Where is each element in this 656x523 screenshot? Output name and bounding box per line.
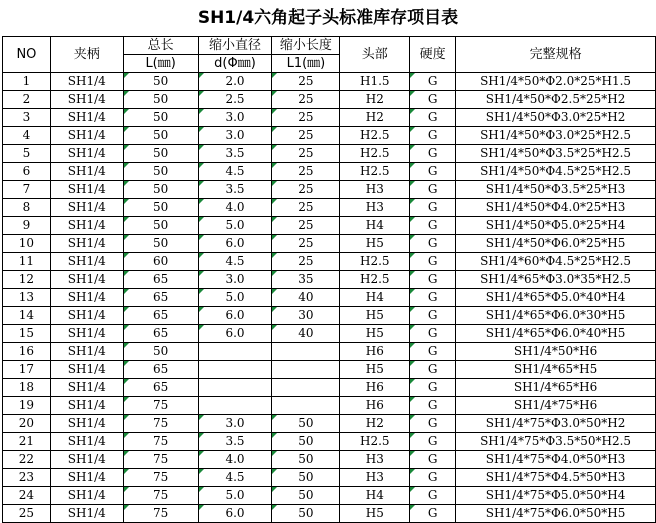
cell-hardness[interactable]: G bbox=[410, 379, 456, 397]
cell-shank[interactable]: SH1/4 bbox=[50, 181, 123, 199]
cell-total-length[interactable]: 75 bbox=[123, 469, 198, 487]
table-row bbox=[3, 199, 656, 217]
cell-no[interactable]: 17 bbox=[3, 361, 51, 379]
cell-hardness[interactable]: G bbox=[410, 505, 456, 523]
cell-no[interactable]: 8 bbox=[3, 199, 51, 217]
cell-total-length[interactable]: 75 bbox=[123, 433, 198, 451]
cell-total-length[interactable]: 50 bbox=[123, 199, 198, 217]
cell-reduced-diameter[interactable]: 2.0 bbox=[198, 73, 272, 91]
cell-full-spec[interactable]: SH1/4*50*Φ3.5*25*H3 bbox=[456, 181, 656, 199]
cell-shank[interactable]: SH1/4 bbox=[50, 433, 123, 451]
cell-head[interactable]: H3 bbox=[340, 451, 410, 469]
cell-total-length[interactable]: 50 bbox=[123, 73, 198, 91]
cell-full-spec[interactable]: SH1/4*65*H5 bbox=[456, 361, 656, 379]
cell-reduced-diameter[interactable]: 3.5 bbox=[198, 433, 272, 451]
cell-shank[interactable]: SH1/4 bbox=[50, 271, 123, 289]
cell-reduced-diameter[interactable]: 2.5 bbox=[198, 91, 272, 109]
cell-head[interactable]: H2.5 bbox=[340, 253, 410, 271]
cell-hardness[interactable]: G bbox=[410, 253, 456, 271]
cell-no[interactable]: 24 bbox=[3, 487, 51, 505]
cell-head[interactable]: H3 bbox=[340, 199, 410, 217]
cell-full-spec[interactable]: SH1/4*75*H6 bbox=[456, 397, 656, 415]
cell-hardness[interactable]: G bbox=[410, 433, 456, 451]
cell-head[interactable]: H2 bbox=[340, 109, 410, 127]
cell-reduced-length[interactable] bbox=[272, 361, 340, 379]
cell-shank[interactable]: SH1/4 bbox=[50, 289, 123, 307]
cell-full-spec[interactable]: SH1/4*65*H6 bbox=[456, 379, 656, 397]
cell-reduced-diameter[interactable]: 4.5 bbox=[198, 163, 272, 181]
cell-full-spec[interactable]: SH1/4*50*Φ4.5*25*H2.5 bbox=[456, 163, 656, 181]
cell-shank[interactable]: SH1/4 bbox=[50, 343, 123, 361]
cell-reduced-diameter[interactable]: 4.5 bbox=[198, 253, 272, 271]
header-total-length-unit: L(㎜) bbox=[123, 55, 198, 73]
cell-full-spec[interactable]: SH1/4*50*Φ4.0*25*H3 bbox=[456, 199, 656, 217]
cell-total-length[interactable]: 65 bbox=[123, 289, 198, 307]
cell-reduced-length[interactable]: 50 bbox=[272, 433, 340, 451]
cell-no[interactable]: 6 bbox=[3, 163, 51, 181]
cell-reduced-diameter[interactable]: 5.0 bbox=[198, 289, 272, 307]
cell-head[interactable]: H2.5 bbox=[340, 433, 410, 451]
cell-reduced-length[interactable]: 40 bbox=[272, 325, 340, 343]
cell-reduced-length[interactable]: 25 bbox=[272, 127, 340, 145]
cell-total-length[interactable]: 75 bbox=[123, 505, 198, 523]
cell-reduced-diameter[interactable]: 4.0 bbox=[198, 451, 272, 469]
table-row bbox=[3, 379, 656, 397]
cell-shank[interactable]: SH1/4 bbox=[50, 307, 123, 325]
cell-hardness[interactable]: G bbox=[410, 91, 456, 109]
cell-reduced-length[interactable]: 50 bbox=[272, 505, 340, 523]
cell-reduced-diameter[interactable]: 3.0 bbox=[198, 271, 272, 289]
cell-full-spec[interactable]: SH1/4*50*Φ3.0*25*H2 bbox=[456, 109, 656, 127]
cell-hardness[interactable]: G bbox=[410, 271, 456, 289]
table-title: SH1/4六角起子头标准库存项目表 bbox=[197, 8, 459, 28]
header-shank: 夹柄 bbox=[50, 37, 123, 73]
cell-no[interactable]: 20 bbox=[3, 415, 51, 433]
cell-hardness[interactable]: G bbox=[410, 487, 456, 505]
cell-hardness[interactable]: G bbox=[410, 415, 456, 433]
cell-full-spec[interactable]: SH1/4*50*H6 bbox=[456, 343, 656, 361]
cell-full-spec[interactable]: SH1/4*65*Φ5.0*40*H4 bbox=[456, 289, 656, 307]
cell-reduced-diameter[interactable] bbox=[198, 379, 272, 397]
table-row bbox=[3, 235, 656, 253]
cell-shank[interactable]: SH1/4 bbox=[50, 325, 123, 343]
inventory-table bbox=[2, 36, 656, 523]
cell-shank[interactable]: SH1/4 bbox=[50, 397, 123, 415]
cell-hardness[interactable]: G bbox=[410, 235, 456, 253]
header-reduced-diameter: 缩小直径 bbox=[198, 37, 272, 55]
cell-reduced-length[interactable]: 25 bbox=[272, 253, 340, 271]
cell-head[interactable]: H3 bbox=[340, 181, 410, 199]
cell-reduced-length[interactable]: 25 bbox=[272, 217, 340, 235]
cell-full-spec[interactable]: SH1/4*50*Φ3.5*25*H2.5 bbox=[456, 145, 656, 163]
cell-hardness[interactable]: G bbox=[410, 145, 456, 163]
cell-total-length[interactable]: 50 bbox=[123, 235, 198, 253]
table-row bbox=[3, 127, 656, 145]
cell-total-length[interactable]: 75 bbox=[123, 487, 198, 505]
cell-head[interactable]: H4 bbox=[340, 289, 410, 307]
cell-total-length[interactable]: 65 bbox=[123, 379, 198, 397]
cell-full-spec[interactable]: SH1/4*50*Φ3.0*25*H2.5 bbox=[456, 127, 656, 145]
cell-reduced-diameter[interactable]: 3.5 bbox=[198, 181, 272, 199]
table-row bbox=[3, 271, 656, 289]
table-row bbox=[3, 91, 656, 109]
cell-total-length[interactable]: 65 bbox=[123, 325, 198, 343]
cell-full-spec[interactable]: SH1/4*65*Φ6.0*30*H5 bbox=[456, 307, 656, 325]
cell-shank[interactable]: SH1/4 bbox=[50, 487, 123, 505]
cell-no[interactable]: 19 bbox=[3, 397, 51, 415]
cell-total-length[interactable]: 50 bbox=[123, 343, 198, 361]
header-reduced-diameter-unit: d(Φ㎜) bbox=[198, 55, 272, 73]
table-row bbox=[3, 109, 656, 127]
cell-full-spec[interactable]: SH1/4*50*Φ2.0*25*H1.5 bbox=[456, 73, 656, 91]
cell-no[interactable]: 16 bbox=[3, 343, 51, 361]
cell-full-spec[interactable]: SH1/4*50*Φ2.5*25*H2 bbox=[456, 91, 656, 109]
cell-hardness[interactable]: G bbox=[410, 163, 456, 181]
cell-reduced-diameter[interactable]: 3.0 bbox=[198, 109, 272, 127]
cell-hardness[interactable]: G bbox=[410, 451, 456, 469]
table-row bbox=[3, 217, 656, 235]
cell-head[interactable]: H4 bbox=[340, 487, 410, 505]
cell-head[interactable]: H2 bbox=[340, 91, 410, 109]
cell-head[interactable]: H5 bbox=[340, 505, 410, 523]
cell-full-spec[interactable]: SH1/4*50*Φ6.0*25*H5 bbox=[456, 235, 656, 253]
table-row bbox=[3, 505, 656, 523]
cell-no[interactable]: 1 bbox=[3, 73, 51, 91]
cell-reduced-diameter[interactable]: 6.0 bbox=[198, 325, 272, 343]
cell-hardness[interactable]: G bbox=[410, 199, 456, 217]
cell-hardness[interactable]: G bbox=[410, 289, 456, 307]
cell-full-spec[interactable]: SH1/4*75*Φ4.0*50*H3 bbox=[456, 451, 656, 469]
cell-reduced-diameter[interactable] bbox=[198, 343, 272, 361]
header-head: 头部 bbox=[340, 37, 410, 73]
cell-reduced-diameter[interactable]: 3.0 bbox=[198, 415, 272, 433]
cell-total-length[interactable]: 75 bbox=[123, 397, 198, 415]
cell-reduced-diameter[interactable]: 3.5 bbox=[198, 145, 272, 163]
cell-shank[interactable]: SH1/4 bbox=[50, 199, 123, 217]
table-row bbox=[3, 469, 656, 487]
cell-shank[interactable]: SH1/4 bbox=[50, 217, 123, 235]
cell-reduced-length[interactable]: 25 bbox=[272, 199, 340, 217]
cell-reduced-diameter[interactable]: 5.0 bbox=[198, 487, 272, 505]
table-row bbox=[3, 343, 656, 361]
cell-hardness[interactable]: G bbox=[410, 325, 456, 343]
cell-shank[interactable]: SH1/4 bbox=[50, 109, 123, 127]
cell-no[interactable]: 15 bbox=[3, 325, 51, 343]
cell-shank[interactable]: SH1/4 bbox=[50, 451, 123, 469]
cell-no[interactable]: 7 bbox=[3, 181, 51, 199]
table-row bbox=[3, 451, 656, 469]
cell-shank[interactable]: SH1/4 bbox=[50, 127, 123, 145]
cell-shank[interactable]: SH1/4 bbox=[50, 469, 123, 487]
cell-full-spec[interactable]: SH1/4*60*Φ4.5*25*H2.5 bbox=[456, 253, 656, 271]
table-row bbox=[3, 487, 656, 505]
cell-reduced-length[interactable]: 25 bbox=[272, 235, 340, 253]
header-no: NO bbox=[3, 37, 51, 73]
header-reduced-length: 缩小长度 bbox=[272, 37, 340, 55]
cell-reduced-length[interactable]: 25 bbox=[272, 73, 340, 91]
cell-reduced-length[interactable]: 50 bbox=[272, 469, 340, 487]
cell-no[interactable]: 23 bbox=[3, 469, 51, 487]
cell-reduced-length[interactable]: 25 bbox=[272, 91, 340, 109]
cell-head[interactable]: H2 bbox=[340, 415, 410, 433]
cell-hardness[interactable]: G bbox=[410, 361, 456, 379]
cell-total-length[interactable]: 65 bbox=[123, 271, 198, 289]
cell-head[interactable]: H5 bbox=[340, 325, 410, 343]
cell-total-length[interactable]: 50 bbox=[123, 145, 198, 163]
cell-head[interactable]: H3 bbox=[340, 469, 410, 487]
cell-no[interactable]: 4 bbox=[3, 127, 51, 145]
table-row bbox=[3, 397, 656, 415]
cell-no[interactable]: 5 bbox=[3, 145, 51, 163]
cell-total-length[interactable]: 75 bbox=[123, 415, 198, 433]
cell-total-length[interactable]: 50 bbox=[123, 163, 198, 181]
cell-no[interactable]: 21 bbox=[3, 433, 51, 451]
table-row bbox=[3, 433, 656, 451]
cell-no[interactable]: 3 bbox=[3, 109, 51, 127]
cell-shank[interactable]: SH1/4 bbox=[50, 145, 123, 163]
cell-full-spec[interactable]: SH1/4*75*Φ5.0*50*H4 bbox=[456, 487, 656, 505]
cell-full-spec[interactable]: SH1/4*65*Φ6.0*40*H5 bbox=[456, 325, 656, 343]
cell-head[interactable]: H2.5 bbox=[340, 145, 410, 163]
cell-shank[interactable]: SH1/4 bbox=[50, 91, 123, 109]
cell-hardness[interactable]: G bbox=[410, 217, 456, 235]
cell-shank[interactable]: SH1/4 bbox=[50, 253, 123, 271]
cell-reduced-diameter[interactable]: 5.0 bbox=[198, 217, 272, 235]
cell-hardness[interactable]: G bbox=[410, 73, 456, 91]
cell-no[interactable]: 9 bbox=[3, 217, 51, 235]
cell-reduced-length[interactable]: 25 bbox=[272, 181, 340, 199]
cell-head[interactable]: H6 bbox=[340, 397, 410, 415]
cell-full-spec[interactable]: SH1/4*75*Φ4.5*50*H3 bbox=[456, 469, 656, 487]
cell-full-spec[interactable]: SH1/4*75*Φ3.5*50*H2.5 bbox=[456, 433, 656, 451]
cell-total-length[interactable]: 65 bbox=[123, 307, 198, 325]
table-row bbox=[3, 361, 656, 379]
cell-head[interactable]: H6 bbox=[340, 379, 410, 397]
cell-no[interactable]: 13 bbox=[3, 289, 51, 307]
cell-reduced-diameter[interactable]: 4.5 bbox=[198, 469, 272, 487]
cell-hardness[interactable]: G bbox=[410, 343, 456, 361]
table-row bbox=[3, 307, 656, 325]
cell-no[interactable]: 18 bbox=[3, 379, 51, 397]
cell-head[interactable]: H6 bbox=[340, 343, 410, 361]
header-total-length: 总长 bbox=[123, 37, 198, 55]
table-row bbox=[3, 181, 656, 199]
cell-hardness[interactable]: G bbox=[410, 469, 456, 487]
cell-no[interactable]: 2 bbox=[3, 91, 51, 109]
cell-total-length[interactable]: 50 bbox=[123, 181, 198, 199]
cell-total-length[interactable]: 50 bbox=[123, 127, 198, 145]
table-row bbox=[3, 253, 656, 271]
cell-head[interactable]: H2.5 bbox=[340, 163, 410, 181]
header-full-spec: 完整规格 bbox=[456, 37, 656, 73]
cell-shank[interactable]: SH1/4 bbox=[50, 163, 123, 181]
cell-full-spec[interactable]: SH1/4*50*Φ5.0*25*H4 bbox=[456, 217, 656, 235]
header-reduced-length-unit: L1(㎜) bbox=[272, 55, 340, 73]
cell-hardness[interactable]: G bbox=[410, 397, 456, 415]
table-row bbox=[3, 163, 656, 181]
header-hardness: 硬度 bbox=[410, 37, 456, 73]
cell-shank[interactable]: SH1/4 bbox=[50, 361, 123, 379]
cell-reduced-length[interactable]: 35 bbox=[272, 271, 340, 289]
cell-full-spec[interactable]: SH1/4*75*Φ6.0*50*H5 bbox=[456, 505, 656, 523]
cell-total-length[interactable]: 60 bbox=[123, 253, 198, 271]
cell-reduced-length[interactable]: 30 bbox=[272, 307, 340, 325]
cell-reduced-length[interactable]: 40 bbox=[272, 289, 340, 307]
cell-head[interactable]: H2.5 bbox=[340, 271, 410, 289]
cell-total-length[interactable]: 75 bbox=[123, 451, 198, 469]
cell-full-spec[interactable]: SH1/4*75*Φ3.0*50*H2 bbox=[456, 415, 656, 433]
cell-reduced-diameter[interactable]: 4.0 bbox=[198, 199, 272, 217]
table-row bbox=[3, 289, 656, 307]
cell-no[interactable]: 25 bbox=[3, 505, 51, 523]
cell-reduced-length[interactable]: 25 bbox=[272, 145, 340, 163]
cell-reduced-diameter[interactable]: 6.0 bbox=[198, 505, 272, 523]
cell-reduced-length[interactable] bbox=[272, 379, 340, 397]
cell-hardness[interactable]: G bbox=[410, 127, 456, 145]
cell-reduced-length[interactable]: 50 bbox=[272, 487, 340, 505]
cell-hardness[interactable]: G bbox=[410, 307, 456, 325]
cell-no[interactable]: 22 bbox=[3, 451, 51, 469]
cell-shank[interactable]: SH1/4 bbox=[50, 415, 123, 433]
cell-head[interactable]: H5 bbox=[340, 307, 410, 325]
cell-full-spec[interactable]: SH1/4*65*Φ3.0*35*H2.5 bbox=[456, 271, 656, 289]
cell-reduced-diameter[interactable]: 6.0 bbox=[198, 307, 272, 325]
cell-shank[interactable]: SH1/4 bbox=[50, 379, 123, 397]
cell-reduced-length[interactable]: 25 bbox=[272, 109, 340, 127]
cell-no[interactable]: 14 bbox=[3, 307, 51, 325]
cell-hardness[interactable]: G bbox=[410, 109, 456, 127]
table-row bbox=[3, 325, 656, 343]
cell-reduced-diameter[interactable] bbox=[198, 361, 272, 379]
table-row bbox=[3, 145, 656, 163]
cell-reduced-length[interactable]: 25 bbox=[272, 163, 340, 181]
cell-reduced-diameter[interactable] bbox=[198, 397, 272, 415]
cell-total-length[interactable]: 50 bbox=[123, 217, 198, 235]
table-row bbox=[3, 415, 656, 433]
cell-reduced-length[interactable]: 50 bbox=[272, 451, 340, 469]
cell-head[interactable]: H2.5 bbox=[340, 127, 410, 145]
cell-total-length[interactable]: 50 bbox=[123, 109, 198, 127]
cell-reduced-diameter[interactable]: 6.0 bbox=[198, 235, 272, 253]
cell-no[interactable]: 11 bbox=[3, 253, 51, 271]
cell-hardness[interactable]: G bbox=[410, 181, 456, 199]
cell-reduced-diameter[interactable]: 3.0 bbox=[198, 127, 272, 145]
cell-head[interactable]: H5 bbox=[340, 361, 410, 379]
cell-head[interactable]: H1.5 bbox=[340, 73, 410, 91]
cell-total-length[interactable]: 50 bbox=[123, 91, 198, 109]
cell-no[interactable]: 12 bbox=[3, 271, 51, 289]
cell-head[interactable]: H4 bbox=[340, 217, 410, 235]
cell-reduced-length[interactable] bbox=[272, 343, 340, 361]
cell-reduced-length[interactable] bbox=[272, 397, 340, 415]
cell-shank[interactable]: SH1/4 bbox=[50, 73, 123, 91]
cell-reduced-length[interactable]: 50 bbox=[272, 415, 340, 433]
cell-no[interactable]: 10 bbox=[3, 235, 51, 253]
cell-head[interactable]: H5 bbox=[340, 235, 410, 253]
table-row bbox=[3, 73, 656, 91]
cell-shank[interactable]: SH1/4 bbox=[50, 505, 123, 523]
cell-total-length[interactable]: 65 bbox=[123, 361, 198, 379]
cell-shank[interactable]: SH1/4 bbox=[50, 235, 123, 253]
